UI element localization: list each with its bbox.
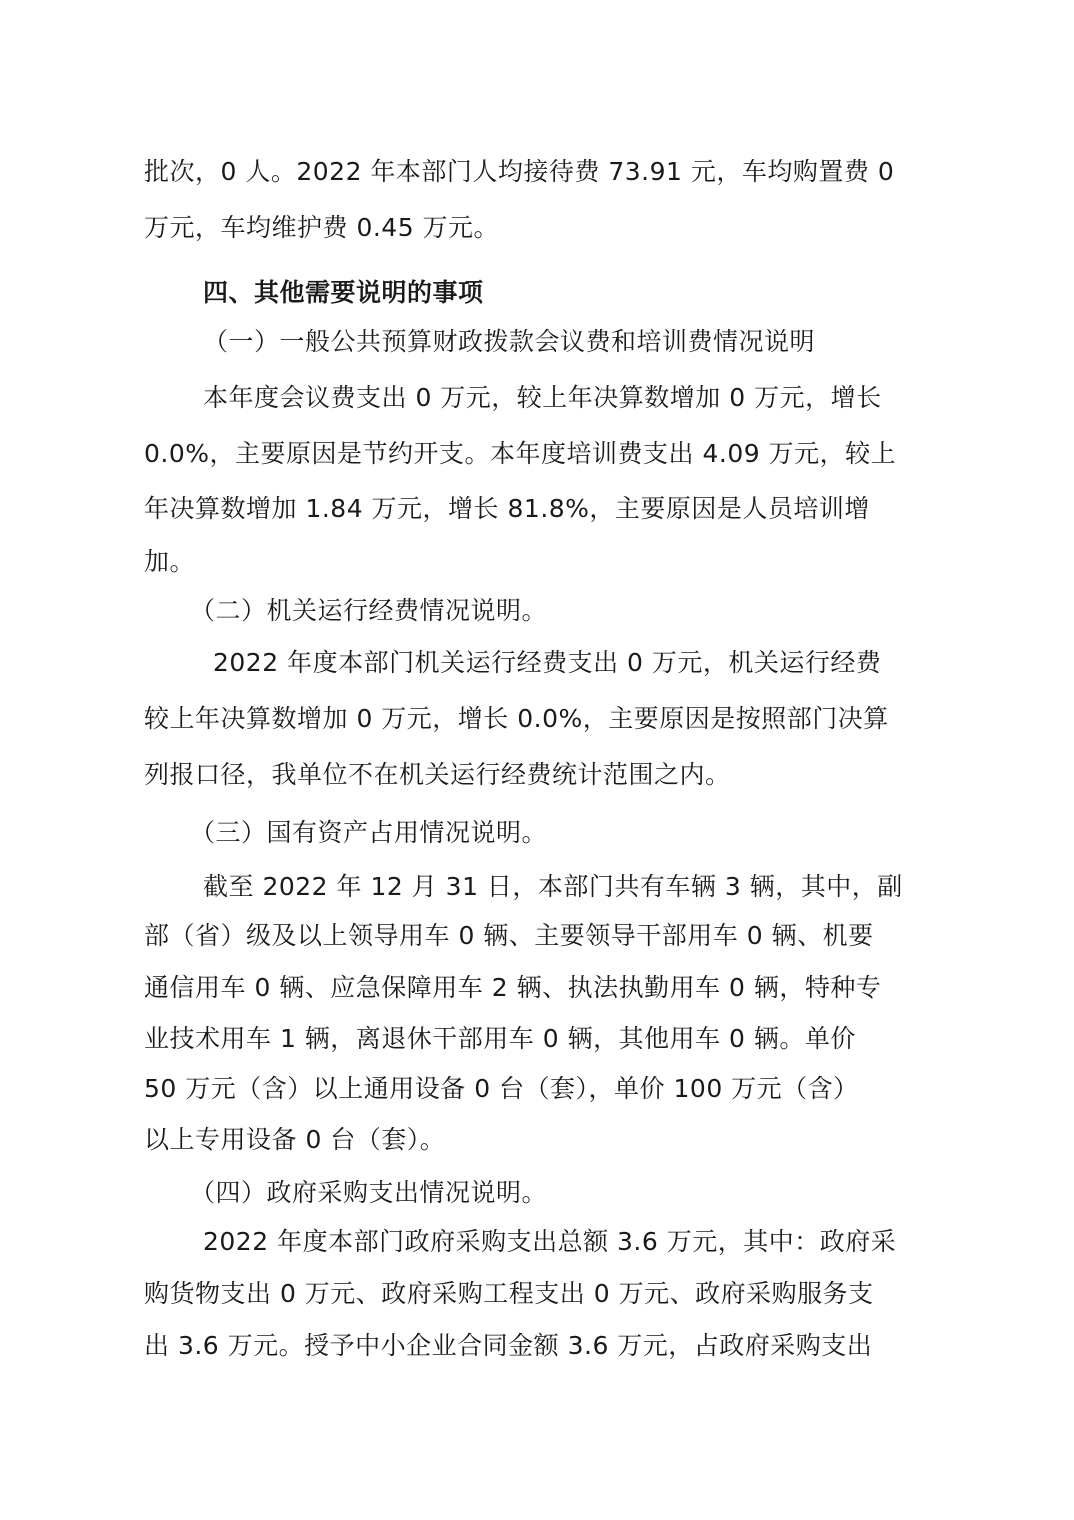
paragraph-line: 截至 2022 年 12 月 31 日，本部门共有车辆 3 辆，其中，副 bbox=[203, 872, 903, 901]
paragraph-line: 本年度会议费支出 0 万元，较上年决算数增加 0 万元，增长 bbox=[203, 383, 882, 412]
paragraph-line: 2022 年度本部门政府采购支出总额 3.6 万元，其中：政府采 bbox=[203, 1227, 897, 1256]
paragraph-line: 以上专用设备 0 台（套）。 bbox=[144, 1125, 446, 1154]
paragraph-line: 加。 bbox=[144, 547, 196, 576]
subsection-heading: （一）一般公共预算财政拨款会议费和培训费情况说明 bbox=[203, 327, 816, 356]
subsection-heading: （二）机关运行经费情况说明。 bbox=[190, 596, 548, 625]
section-heading: 四、其他需要说明的事项 bbox=[203, 278, 484, 307]
paragraph-line: 部（省）级及以上领导用车 0 辆、主要领导干部用车 0 辆、机要 bbox=[144, 921, 874, 950]
subsection-heading: （三）国有资产占用情况说明。 bbox=[190, 818, 548, 847]
paragraph-line: 列报口径，我单位不在机关运行经费统计范围之内。 bbox=[144, 760, 731, 789]
paragraph-line: 2022 年度本部门机关运行经费支出 0 万元，机关运行经费 bbox=[213, 648, 882, 677]
paragraph-line: 购货物支出 0 万元、政府采购工程支出 0 万元、政府采购服务支 bbox=[144, 1279, 874, 1308]
paragraph-line: 万元，车均维护费 0.45 万元。 bbox=[144, 213, 500, 242]
paragraph-line: 批次，0 人。2022 年本部门人均接待费 73.91 元，车均购置费 0 bbox=[144, 157, 895, 186]
paragraph-line: 业技术用车 1 辆，离退休干部用车 0 辆，其他用车 0 辆。单价 bbox=[144, 1024, 856, 1053]
paragraph-line: 出 3.6 万元。授予中小企业合同金额 3.6 万元，占政府采购支出 bbox=[144, 1331, 873, 1360]
paragraph-line: 较上年决算数增加 0 万元，增长 0.0%，主要原因是按照部门决算 bbox=[144, 704, 889, 733]
paragraph-line: 通信用车 0 辆、应急保障用车 2 辆、执法执勤用车 0 辆，特种专 bbox=[144, 973, 882, 1002]
paragraph-line: 年决算数增加 1.84 万元，增长 81.8%，主要原因是人员培训增 bbox=[144, 494, 870, 523]
subsection-heading: （四）政府采购支出情况说明。 bbox=[190, 1178, 548, 1207]
paragraph-line: 50 万元（含）以上通用设备 0 台（套），单价 100 万元（含） bbox=[144, 1074, 859, 1103]
paragraph-line: 0.0%，主要原因是节约开支。本年度培训费支出 4.09 万元，较上 bbox=[144, 439, 897, 468]
